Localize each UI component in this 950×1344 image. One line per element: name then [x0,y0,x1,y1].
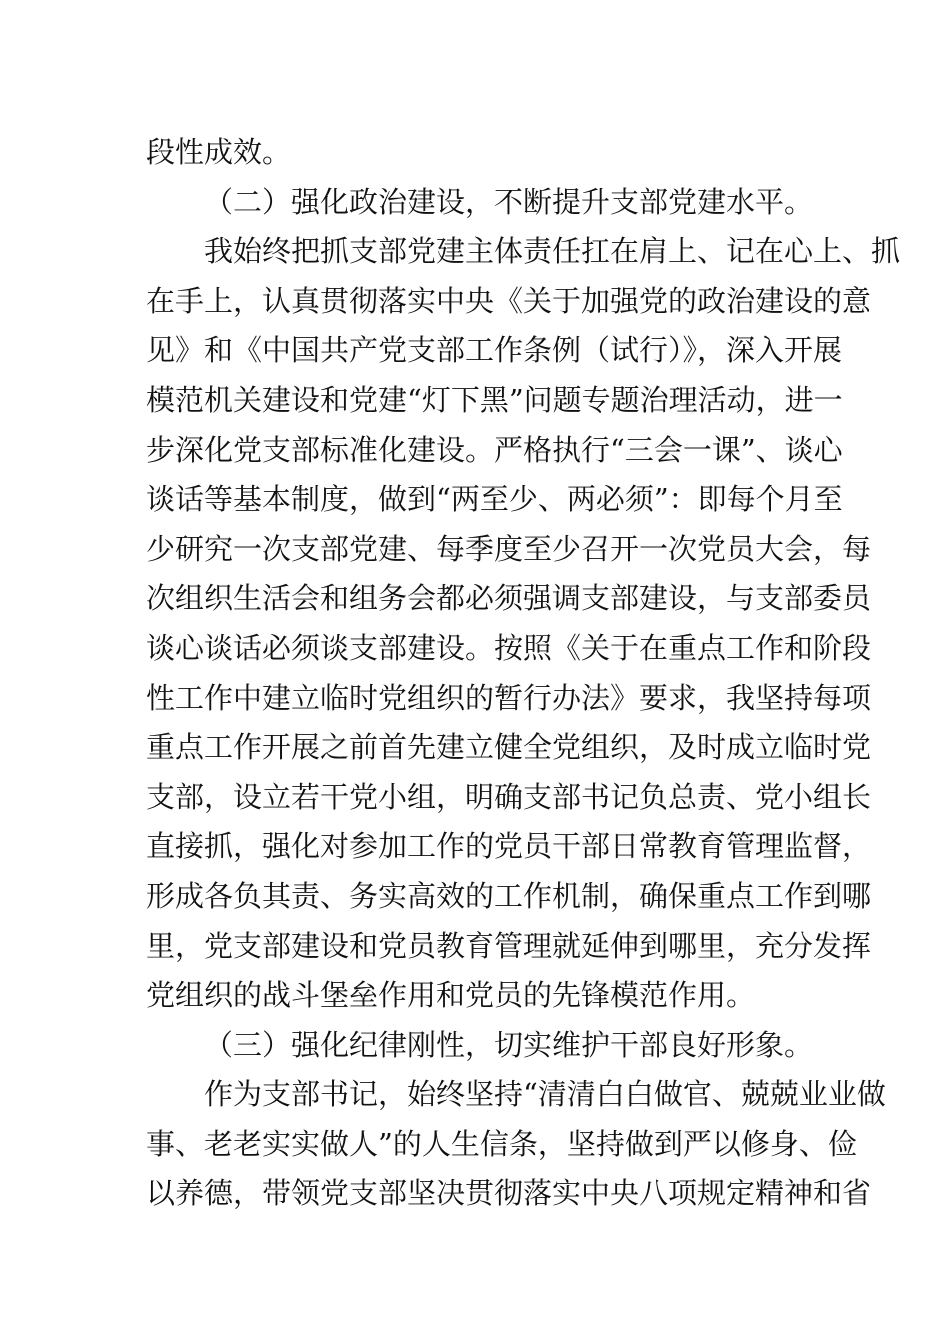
body-paragraph [146,128,812,178]
text-line: 步深化党支部标准化建设。严格执行“三会一课”、谈心 [146,432,843,467]
section-heading [146,1021,812,1071]
text-line: 形成各负其责、务实高效的工作机制，确保重点工作到哪 [146,878,872,913]
text-line: 在手上，认真贯彻落实中央《关于加强党的政治建设的意 [146,283,872,318]
section-heading [146,178,812,228]
text-line: 谈心谈话必须谈支部建设。按照《关于在重点工作和阶段 [146,630,872,665]
document-body [146,128,901,1219]
text-line: 段性成效。 [146,135,292,169]
body-paragraph [146,1070,886,1219]
text-line: 直接抓，强化对参加工作的党员干部日常教育管理监督， [146,829,872,864]
text-line: 支部，设立若干党小组，明确支部书记负总责、党小组长 [146,779,872,814]
text-line: 重点工作开展之前首先建立健全党组织，及时成立临时党 [146,730,872,765]
text-line: 次组织生活会和组务会都必须强调支部建设，与支部委员 [146,581,872,616]
text-line: 里，党支部建设和党员教育管理就延伸到哪里，充分发挥 [146,928,872,963]
text-line: 见》和《中国共产党支部工作条例（试行）》，深入开展 [146,333,843,368]
body-paragraph [146,227,901,1021]
text-line: 性工作中建立临时党组织的暂行办法》要求，我坚持每项 [146,680,872,715]
text-line: 模范机关建设和党建“灯下黑”问题专题治理活动，进一 [146,382,843,417]
text-line: 作为支部书记，始终坚持“清清白白做官、兢兢业业做 [204,1077,886,1112]
text-line: 谈话等基本制度，做到“两至少、两必须”：即每个月至 [146,482,843,517]
text-line: 事、老老实实做人”的人生信条，坚持做到严以修身、俭 [146,1126,857,1161]
text-line: 少研究一次支部党建、每季度至少召开一次党员大会，每 [146,531,872,566]
text-line: （三）强化纪律刚性，切实维护干部良好形象。 [204,1027,814,1062]
text-line: （二）强化政治建设，不断提升支部党建水平。 [204,184,814,219]
text-line: 党组织的战斗堡垒作用和党员的先锋模范作用。 [146,978,756,1013]
text-line: 以养德，带领党支部坚决贯彻落实中央八项规定精神和省 [146,1176,872,1211]
text-line: 我始终把抓支部党建主体责任扛在肩上、记在心上、抓 [204,234,901,269]
